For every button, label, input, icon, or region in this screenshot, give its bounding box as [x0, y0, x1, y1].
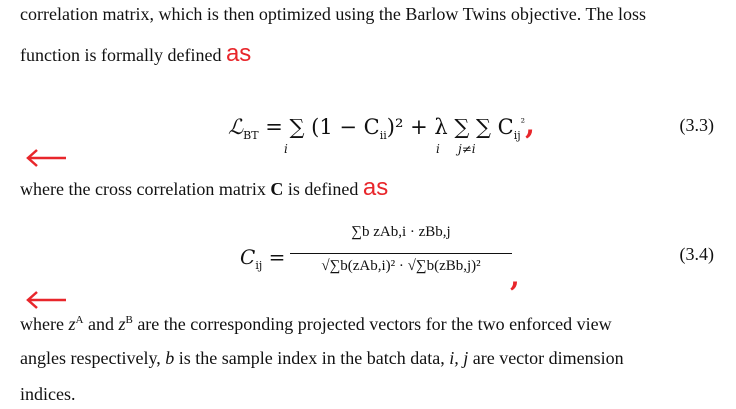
- eq-sq: ²: [520, 116, 526, 129]
- paragraph-3-line-3: indices.: [20, 384, 76, 404]
- eq-index-i2: i: [436, 142, 440, 156]
- paragraph-line-2: [20, 40, 251, 68]
- equation-3-3: [228, 108, 535, 142]
- equation-number-3-3: (3.3): [679, 115, 714, 135]
- equation-number-3-4: (3.4): [679, 244, 714, 264]
- eq-sub-ij: ij: [513, 129, 521, 143]
- equation-3-4-lhs: $C_{ij}$ =: [240, 245, 286, 272]
- left-arrow-icon: [24, 290, 68, 310]
- eq-body-2: )² + λ ∑ ∑ C: [386, 115, 514, 139]
- red-annotation: as: [225, 40, 252, 67]
- eq-index-ji: j≠i: [458, 142, 476, 156]
- eq-sub-ii: ii: [379, 129, 387, 143]
- paragraph-3-line-1: where $z^A$ and $z^B$ are the corresponding projected vectors for the two enforced view: [20, 314, 612, 334]
- text-span: is defined: [287, 179, 359, 199]
- red-comma: ,: [525, 108, 535, 141]
- left-arrow-icon: [24, 148, 68, 168]
- paragraph-2: [20, 174, 388, 202]
- bold-matrix-c: C: [270, 179, 284, 199]
- paragraph-3-line-2: angles respectively, b is the sample index in the batch data, i, j are vector dimension: [20, 348, 624, 368]
- text-span: where the cross correlation matrix: [20, 179, 266, 199]
- fraction-denominator: √∑b(zAb,i)² · √∑b(zBb,j)²: [321, 258, 481, 274]
- fraction-bar: [290, 253, 512, 254]
- fraction-numerator: ∑b zAb,i · zBb,j: [351, 224, 451, 240]
- eq-lhs: ℒ$_{BT}$: [228, 115, 259, 143]
- text-span: function is formally defined: [20, 45, 222, 65]
- eq-body-1: = ∑ (1 − C: [258, 115, 380, 139]
- paragraph-line-1: correlation matrix, which is then optimized using the Barlow Twins objective. The loss: [20, 4, 646, 24]
- red-comma: ,: [510, 260, 520, 293]
- eq-index-i: i: [284, 142, 288, 156]
- red-annotation: as: [362, 174, 389, 201]
